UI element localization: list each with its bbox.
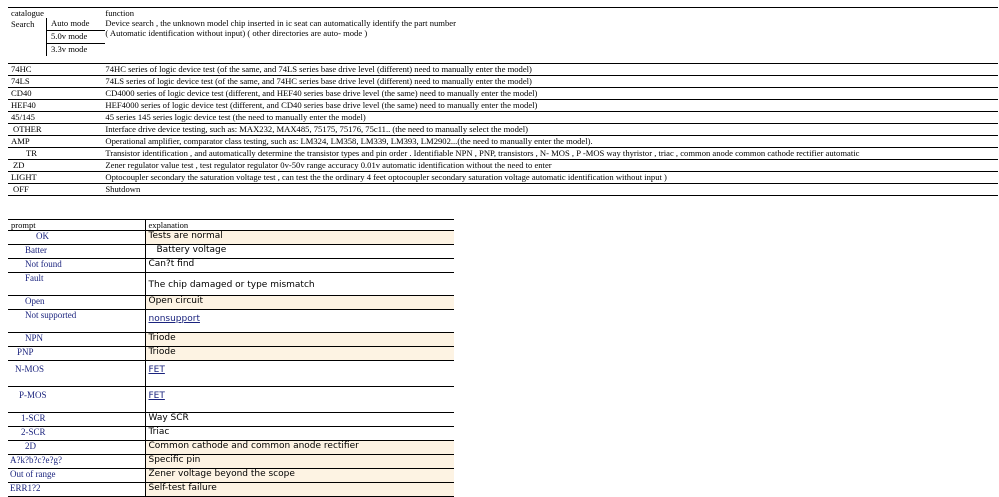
explanation-cell: Tests are normal [145, 231, 454, 245]
explanation-cell: Triode [145, 347, 454, 361]
search-cell [8, 18, 105, 64]
catalogue-cell: ZD [8, 160, 105, 172]
explanation-text: The chip damaged or type mismatch [148, 280, 315, 290]
function-cell: Zener regulator value test , test regulator regulator 0v-50v range accuracy 0.01v automatic identification without the need to enter [105, 160, 998, 172]
fet-link[interactable]: FET [148, 391, 165, 401]
search-modes [46, 18, 105, 56]
catalogue-cell: HEF40 [8, 100, 105, 112]
function-cell: 45 series 145 series logic device test (the need to manually enter the model) [105, 112, 998, 124]
prompt-cell: Fault [8, 273, 145, 296]
explanation-cell: Battery voltage [145, 245, 454, 259]
catalogue-cell: CD40 [8, 88, 105, 100]
explanation-cell: Way SCR [145, 413, 454, 427]
prompt-cell: 1-SCR [8, 413, 145, 427]
explanation-cell [145, 387, 454, 413]
explanation-cell: Specific pin [145, 455, 454, 469]
explanation-cell: Common cathode and common anode rectifier [145, 441, 454, 455]
function-cell: Optocoupler secondary the saturation voltage test , can test the the ordinary 4 feet optocoupler secondary saturation voltage automatic identification without input ) [105, 172, 998, 184]
function-cell: Shutdown [105, 184, 998, 196]
catalogue-cell: 74LS [8, 76, 105, 88]
prompt-cell: 2D [8, 441, 145, 455]
explanation-header: explanation [145, 220, 454, 231]
explanation-cell: Triac [145, 427, 454, 441]
catalogue-header: catalogue [8, 8, 105, 19]
3v3-mode: 3.3v mode [47, 43, 105, 56]
search-function [105, 18, 998, 64]
function-cell: 74HC series of logic device test (of the same, and 74LS series base drive level (different) need to manually enter the model) [105, 64, 998, 76]
prompt-cell: 2-SCR [8, 427, 145, 441]
prompt-cell: Open [8, 296, 145, 310]
prompt-cell: ERR1?2 [8, 483, 145, 497]
prompt-cell: Not found [8, 259, 145, 273]
function-cell: HEF4000 series of logic device test (different, and CD40 series base drive level (the same) need to manually enter the model) [105, 100, 998, 112]
function-table [8, 7, 998, 196]
prompt-table [8, 219, 454, 497]
prompt-cell: PNP [8, 347, 145, 361]
prompt-cell: OK [8, 231, 145, 245]
search-function-line2: ( Automatic identification without input) ( other directories are auto- mode ) [105, 28, 368, 38]
catalogue-cell: OFF [8, 184, 105, 196]
prompt-cell: Not supported [8, 310, 145, 333]
explanation-cell: Zener voltage beyond the scope [145, 469, 454, 483]
explanation-cell [145, 361, 454, 387]
explanation-cell: Can?t find [145, 259, 454, 273]
auto-mode: Auto mode [51, 18, 90, 28]
search-function-line1: Device search , the unknown model chip inserted in ic seat can automatically identify the part number [105, 18, 456, 28]
prompt-header: prompt [8, 220, 145, 231]
prompt-cell: NPN [8, 333, 145, 347]
explanation-cell: Triode [145, 333, 454, 347]
prompt-cell: N-MOS [8, 361, 145, 387]
explanation-cell: Self-test failure [145, 483, 454, 497]
explanation-cell: Open circuit [145, 296, 454, 310]
prompt-cell: Out of range [8, 469, 145, 483]
catalogue-cell: LIGHT [8, 172, 105, 184]
prompt-cell: P-MOS [8, 387, 145, 413]
prompt-cell: A?k?b?c?e?g? [8, 455, 145, 469]
explanation-cell [145, 273, 454, 296]
catalogue-cell: 45/145 [8, 112, 105, 124]
explanation-cell [145, 310, 454, 333]
function-cell: 74LS series of logic device test (of the same, and 74HC series base drive level (different) need to manually enter the model) [105, 76, 998, 88]
function-cell: Operational amplifier, comparator class testing, such as: LM324, LM358, LM339, LM393, LM2902...(the need to manually enter the model). [105, 136, 998, 148]
prompt-cell: Batter [8, 245, 145, 259]
function-cell: Interface drive device testing, such as: MAX232, MAX485, 75175, 75176, 75c11.. (the need to manually select the model) [105, 124, 998, 136]
catalogue-cell: 74HC [8, 64, 105, 76]
function-cell: CD4000 series of logic device test (different, and HEF40 series base drive level (the same) need to manually enter the model) [105, 88, 998, 100]
search-label: Search [11, 19, 35, 29]
function-header: function [105, 8, 998, 19]
fet-link[interactable]: FET [148, 365, 165, 375]
function-cell: Transistor identification , and automatically determine the transistor types and pin order . Identifiable NPN , PNP, transistors , N- MOS , P -MOS way thyristor , triac , common anode common cathode rectifier automatic [105, 148, 998, 160]
catalogue-cell: AMP [8, 136, 105, 148]
nonsupport-link[interactable]: nonsupport [148, 314, 200, 324]
catalogue-cell: TR [8, 148, 105, 160]
catalogue-cell: OTHER [8, 124, 105, 136]
5v-mode: 5.0v mode [47, 30, 105, 43]
